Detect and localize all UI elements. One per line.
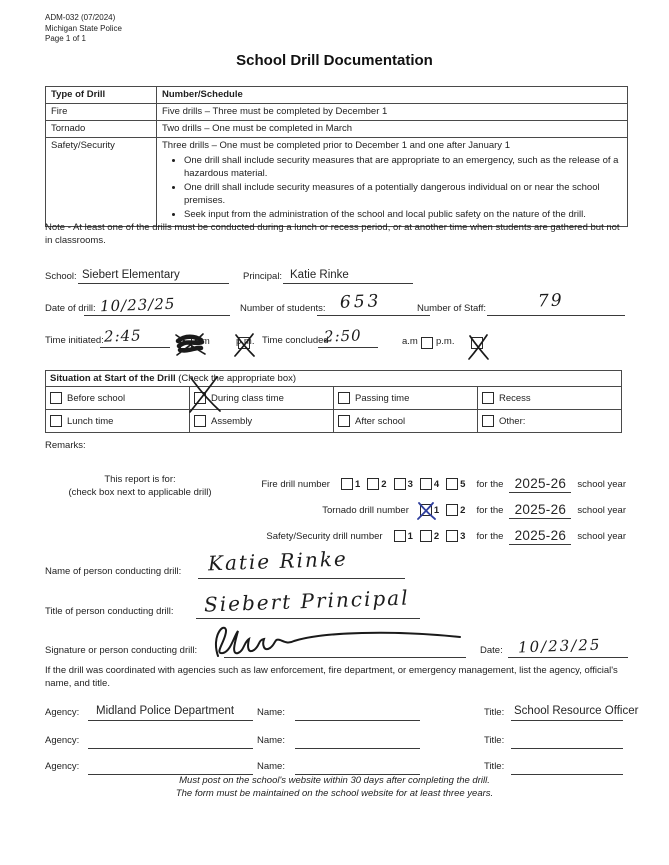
tornado-drill-number-row [322,501,626,519]
table-row [46,121,628,138]
bullet-item: • One drill shall include security measures of a potentially dangerous individual on or near the school premises. [184,182,622,207]
box-number: 4 [433,478,440,490]
form-header [45,13,122,45]
title-field[interactable] [511,732,623,749]
checkbox-before-school[interactable] [50,392,62,404]
page-number: Page 1 of 1 [45,34,86,43]
option-label: Lunch time [67,415,114,427]
situation-title [46,371,622,387]
col-header-schedule: Number/Schedule [157,87,628,104]
agency-label: Agency: [45,761,80,772]
situation-header-row [46,371,622,387]
time-initiated-label: Time initiated: [45,335,104,346]
box-number: 1 [407,530,413,542]
title-label: Title: [484,735,505,746]
school-year-label: school year [577,504,626,516]
agency-field[interactable] [88,732,253,749]
signature-date-handwriting: 10/23/25 [517,635,602,657]
fire-drill-number-label: Fire drill number [261,478,330,490]
safety-drill-number-label: Safety/Security drill number [266,530,383,542]
name-field[interactable] [295,732,420,749]
agency-value: Midland Police Department [96,705,235,717]
checkbox-passing-time[interactable] [338,392,350,404]
safety-school-year-field[interactable]: 2025-26 [509,528,571,545]
drill-schedule-table [45,86,628,227]
situation-row [46,410,622,433]
form-number: ADM-032 (07/2024) [45,13,116,22]
option-label: Before school [67,392,126,404]
col-header-type: Type of Drill [46,87,157,104]
title-label: Title: [484,707,505,718]
drill-type: Safety/Security [46,138,157,227]
agency-field[interactable] [88,758,253,775]
tornado-school-year-field[interactable]: 2025-26 [509,502,571,519]
drill-type: Tornado [46,121,157,138]
remarks-label: Remarks: [45,440,86,451]
box-number: 1 [433,504,440,516]
bullet-item: • One drill shall include security measures that are appropriate to an emergency, such as the release of a hazardous material. [184,155,622,180]
checkbox-safety-3[interactable] [446,530,458,542]
time-concluded-handwriting: 2:50 [323,326,362,346]
conductor-title-handwriting: Siebert Principal [203,585,410,617]
title-label: Title: [484,761,505,772]
name-label: Name: [257,707,285,718]
for-the-label: for the [476,504,504,516]
bullet-item: • Seek input from the administration of the school and local public safety on the nature of the drill. [184,209,622,222]
agency-row [0,729,669,749]
time-concluded-label: Time concluded [262,335,329,346]
x-mark-tornado-1 [416,501,440,521]
checkbox-other[interactable] [482,415,494,427]
agency-row [0,755,669,775]
checkbox-concluded-am[interactable] [421,337,433,349]
drill-schedule: Five drills – Three must be completed by December 1 [157,104,628,121]
checkbox-concluded-pm[interactable] [471,337,483,349]
situation-title-bold: Situation at Start of the Drill [50,373,176,384]
situation-table [45,370,622,433]
drill-type: Fire [46,104,157,121]
box-number: 5 [460,478,466,490]
option-label: After school [355,415,406,427]
note-text: Note - At least one of the drills must be conducted during a lunch or recess period, or at another time when students are gathered but not in classrooms. [45,222,620,246]
option-label: Recess [499,392,531,404]
report-for-line1: This report is for: [104,474,176,485]
agency-label: Agency: [45,707,80,718]
box-number: 3 [460,530,466,542]
checkbox-safety-1[interactable] [394,530,406,542]
principal-value: Katie Rinke [290,269,349,281]
name-field[interactable] [295,758,420,775]
date-of-drill-label: Date of drill: [45,303,96,314]
footer-notice [0,774,669,800]
school-year-label: school year [577,530,626,542]
signature-date-label: Date: [480,645,503,656]
coordination-instructions: If the drill was coordinated with agencies such as law enforcement, fire department, or emergency management, list the agency, official's name, and title. [45,665,618,689]
checkbox-tornado-1[interactable] [420,504,432,516]
footer-line2: The form must be maintained on the school website for at least three years. [175,788,494,799]
staff-label: Number of Staff: [417,303,486,314]
title-value: School Resource Officer [514,705,639,717]
checkbox-during-class-time[interactable] [194,392,206,404]
agency-label: Agency: [45,735,80,746]
report-for-line2: (check box next to applicable drill) [68,487,212,498]
option-label: Assembly [211,415,253,427]
school-value: Siebert Elementary [82,269,180,281]
school-year-label: school year [577,478,626,490]
conductor-title-label: Title of person conducting drill: [45,606,174,617]
checkbox-tornado-2[interactable] [446,504,458,516]
box-number: 2 [460,504,466,516]
option-label: Other: [499,415,526,427]
report-for-caption [45,474,235,498]
checkbox-initiated-am[interactable] [180,337,192,349]
checkbox-assembly[interactable] [194,415,206,427]
signature-label: Signature or person conducting drill: [45,645,198,656]
checkbox-after-school[interactable] [338,415,350,427]
title-field[interactable] [511,758,623,775]
students-label: Number of students: [240,303,326,314]
issuing-agency: Michigan State Police [45,23,122,33]
situation-title-rest: (Check the appropriate box) [175,373,297,384]
initiated-am-label: a.m [194,336,210,347]
name-field[interactable] [295,704,420,721]
situation-row [46,387,622,410]
fire-school-year-field[interactable]: 2025-26 [509,476,571,493]
checkbox-fire-5[interactable] [446,478,458,490]
table-row [46,138,628,227]
staff-handwriting: 79 [537,290,564,312]
for-the-label: for the [476,478,504,490]
tornado-drill-number-label: Tornado drill number [322,504,409,516]
checkbox-fire-4[interactable] [420,478,432,490]
name-label: Name: [257,761,285,772]
school-label: School: [45,271,77,282]
safety-bullet-list [172,155,622,222]
checkbox-recess[interactable] [482,392,494,404]
fire-drill-number-row [261,475,626,493]
name-label: Name: [257,735,285,746]
principal-label: Principal: [243,271,283,282]
conductor-name-label: Name of person conducting drill: [45,566,182,577]
checkbox-safety-2[interactable] [420,530,432,542]
box-number: 3 [407,478,413,490]
safety-drill-number-row [266,527,626,545]
date-of-drill-handwriting: 10/23/25 [99,294,176,316]
checkbox-fire-1[interactable] [341,478,353,490]
table-header-row [46,87,628,104]
drill-schedule: Two drills – One must be completed in March [157,121,628,138]
drill-schedule-cell [157,138,628,227]
concluded-am-label: a.m [402,336,418,347]
footer-line1: Must post on the school's website within 30 days after completing the drill. [179,775,490,786]
box-number: 2 [381,478,387,490]
agency-row [0,701,669,721]
x-mark-concluded-pm [467,333,491,361]
box-number: 2 [433,530,440,542]
x-mark-during-class [186,374,224,414]
signature-scrawl [202,618,474,660]
concluded-pm-label: p.m. [436,336,455,347]
option-label: Passing time [355,392,410,404]
for-the-label: for the [476,530,504,542]
checkbox-fire-3[interactable] [394,478,406,490]
time-initiated-handwriting: 2:45 [103,326,142,346]
initiated-pm-label: p.m. [236,336,255,347]
checkbox-lunch-time[interactable] [50,415,62,427]
students-handwriting: 653 [339,291,382,313]
table-row [46,104,628,121]
conductor-name-handwriting: Katie Rinke [207,546,349,576]
checkbox-fire-2[interactable] [367,478,379,490]
option-label: During class time [211,392,284,404]
box-number: 1 [354,478,361,490]
page-title: School Drill Documentation [236,52,433,69]
drill-schedule: Three drills – One must be completed prior to December 1 and one after January 1 [162,140,510,151]
